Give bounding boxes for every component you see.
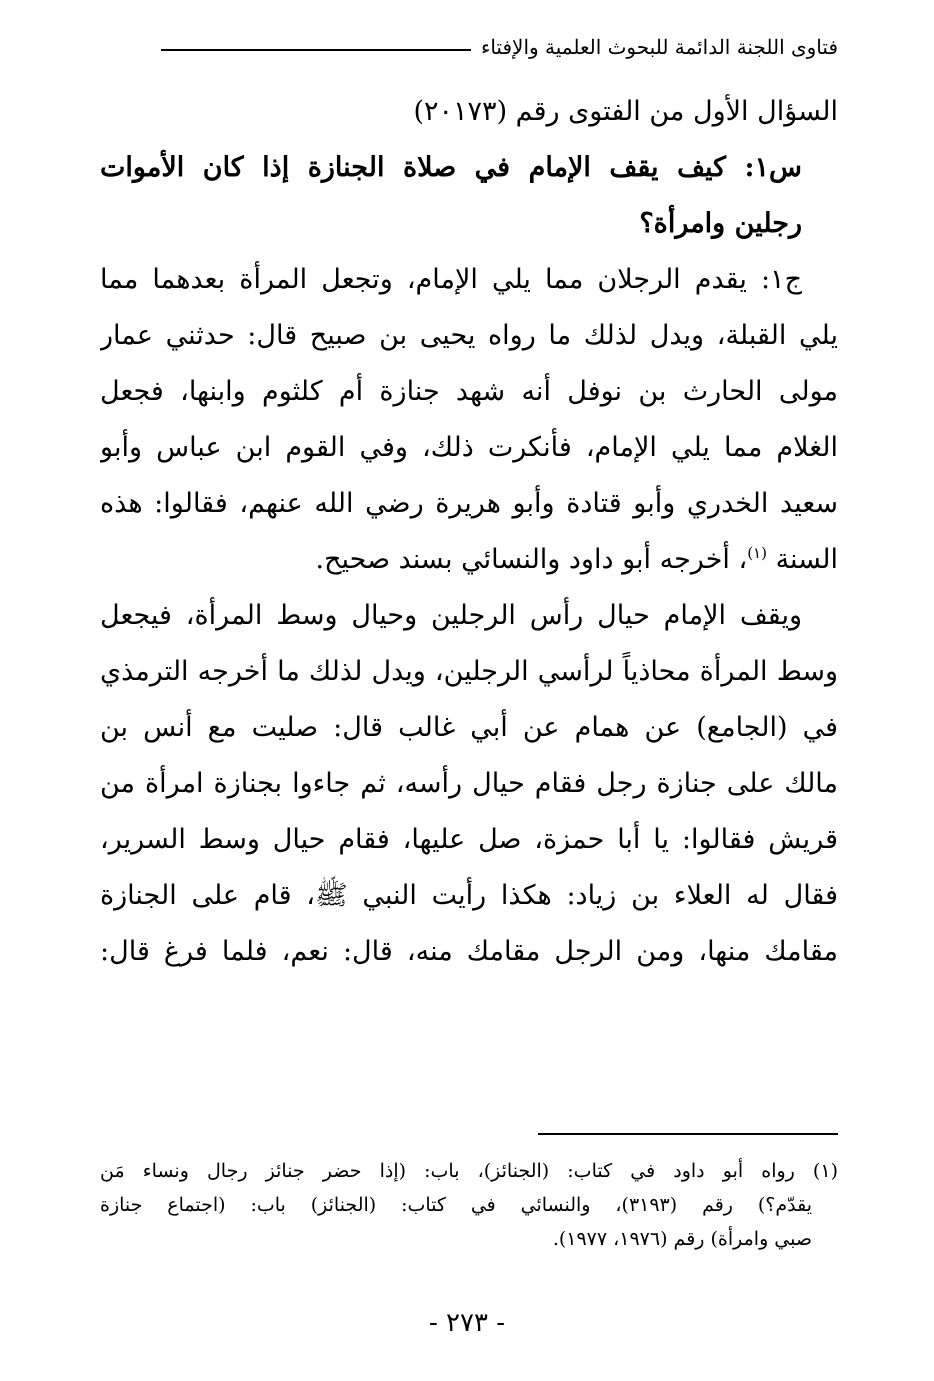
answer-line: في (الجامع) عن همام عن أبي غالب قال: صليت مع أنس بن	[100, 712, 838, 743]
footnotes	[100, 1154, 838, 1256]
question-line: س١: كيف يقف الإمام في صلاة الجنازة إذا كان الأموات	[100, 152, 802, 183]
answer-line: الغلام مما يلي الإمام، فأنكرت ذلك، وفي القوم ابن عباس وأبو	[100, 432, 838, 463]
answer-line: يلي القبلة، ويدل لذلك ما رواه يحيى بن صبيح قال: حدثني عمار	[100, 320, 838, 351]
page-number: - ٢٧٣ -	[428, 1308, 506, 1338]
footnote-line: يقدّم؟) رقم (٣١٩٣)، والنسائي في كتاب: (الجنائز) باب: (اجتماع جنازة	[100, 1194, 813, 1216]
answer-line: وسط المرأة محاذياً لرأسي الرجلين، ويدل لذلك ما أخرجه الترمذي	[100, 656, 838, 687]
answer-line: مقامك منها، ومن الرجل مقامك منه، قال: نعم، فلما فرغ قال:	[100, 936, 838, 967]
answer-line: قريش فقالوا: يا أبا حمزة، صل عليها، فقام حيال وسط السرير،	[100, 824, 838, 855]
footnote-line: صبي وامرأة) رقم (١٩٧٦، ١٩٧٧).	[552, 1228, 812, 1250]
answer-line: مولى الحارث بن نوفل أنه شهد جنازة أم كلثوم وابنها، فجعل	[100, 376, 838, 407]
header-rule	[161, 49, 471, 51]
answer-line: مالك على جنازة رجل فقام حيال رأسه، ثم جاءوا بجنازة امرأة من	[100, 768, 838, 799]
answer-line: سعيد الخدري وأبو قتادة وأبو هريرة رضي الله عنهم، فقالوا: هذه	[100, 488, 838, 519]
running-header-title: فتاوى اللجنة الدائمة للبحوث العلمية والإفتاء	[480, 35, 838, 59]
footnote-divider	[538, 1133, 838, 1135]
answer-line: ج١: يقدم الرجلان مما يلي الإمام، وتجعل المرأة بعدهما مما	[100, 264, 802, 295]
answer-text: السنة	[775, 544, 838, 575]
main-text	[100, 84, 838, 980]
footnote-line: (١) رواه أبو داود في كتاب: (الجنائز)، باب: (إذا حضر جنائز رجال ونساء مَن	[100, 1160, 838, 1182]
question-line: رجلين وامرأة؟	[639, 208, 802, 239]
section-title: السؤال الأول من الفتوى رقم (٢٠١٧٣)	[413, 96, 838, 127]
running-header	[130, 30, 838, 64]
answer-text: ، أخرجه أبو داود والنسائي بسند صحيح.	[315, 544, 748, 575]
answer-line: فقال له العلاء بن زياد: هكذا رأيت النبي ﷺ، قام على الجنازة	[100, 880, 838, 911]
footnote-reference[interactable]: (١)	[747, 544, 767, 562]
answer-line	[100, 532, 838, 588]
answer-line: ويقف الإمام حيال رأس الرجلين وحيال وسط المرأة، فيجعل	[100, 600, 802, 631]
